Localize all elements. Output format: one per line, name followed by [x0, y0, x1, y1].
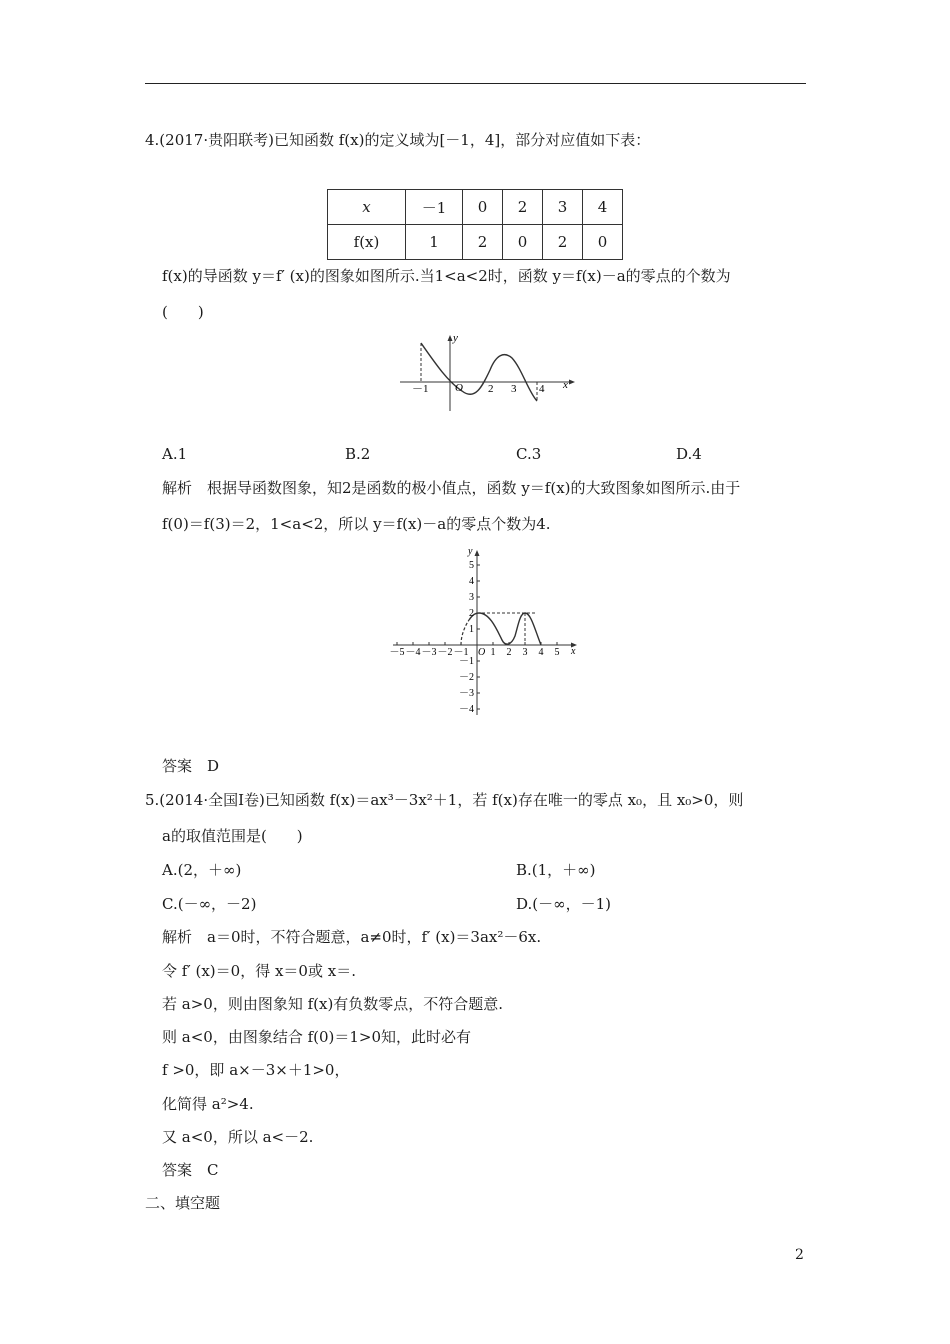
y-tick-label: 3: [469, 592, 474, 603]
tick-label: 3: [511, 383, 517, 395]
table-cell: 2: [503, 190, 543, 225]
q4-stem: 4.(2017·贵阳联考)已知函数 f(x)的定义域为[－1，4]，部分对应值如下表：: [145, 131, 651, 149]
x-tick-label: 4: [538, 647, 544, 658]
q4-option-a: A.1: [162, 445, 188, 463]
q5-answer: 答案 C: [162, 1161, 219, 1179]
x-tick-label: 5: [554, 647, 560, 658]
section-heading: 二、填空题: [145, 1194, 221, 1212]
x-tick-label: －3: [421, 647, 437, 658]
table-row: [328, 225, 623, 260]
q4-option-c: C.3: [516, 445, 542, 463]
table-cell: 3: [543, 190, 583, 225]
q5-analysis-line: 又 a<0，所以 a<－2.: [162, 1128, 314, 1146]
table-cell: 0: [583, 225, 623, 260]
x-tick-label: 1: [490, 647, 496, 658]
y-tick-label: －4: [459, 704, 474, 715]
table-cell: 0: [503, 225, 543, 260]
x-tick-label: －4: [405, 647, 421, 658]
x-axis-label: x: [571, 646, 576, 657]
q4-answer: 答案 D: [162, 757, 220, 775]
table-cell: 4: [583, 190, 623, 225]
y-tick-label: 5: [469, 560, 474, 571]
table-row: [328, 190, 623, 225]
y-tick-label: 4: [469, 576, 474, 587]
tick-label: 2: [488, 383, 494, 395]
x-axis-label: x: [563, 379, 568, 391]
origin-label: O: [478, 647, 486, 658]
q4-analysis-line: 解析 根据导函数图象，知2是函数的极小值点，函数 y＝f(x)的大致图象如图所示.由于: [162, 479, 741, 497]
x-tick-label: 3: [522, 647, 528, 658]
y-tick-label: 2: [469, 608, 474, 619]
q4-option-b: B.2: [345, 445, 371, 463]
y-axis-label: y: [453, 332, 458, 344]
y-tick-label: －2: [459, 672, 474, 683]
q4-analysis-line: f(0)＝f(3)＝2，1<a<2，所以 y＝f(x)－a的零点个数为4.: [162, 515, 551, 533]
function-sketch-graph: [385, 540, 585, 720]
y-axis-label: y: [468, 546, 473, 557]
origin-label: O: [455, 382, 463, 394]
page-number: 2: [795, 1247, 804, 1263]
table-cell: x: [328, 190, 406, 225]
q4-stem-continued: f(x)的导函数 y＝f′ (x)的图象如图所示.当1<a<2时，函数 y＝f(x)－a的零点的个数为: [162, 267, 731, 285]
q5-option-d: D.(－∞，－1): [516, 895, 612, 913]
value-table: [327, 189, 623, 260]
x-tick-label: 2: [506, 647, 512, 658]
q5-analysis-line: 令 f′ (x)＝0，得 x＝0或 x＝.: [162, 962, 356, 980]
table-cell: 0: [463, 190, 503, 225]
y-tick-label: －3: [459, 688, 474, 699]
q4-answer-paren: ( ): [162, 303, 204, 321]
x-tick-label: －1: [453, 647, 469, 658]
tick-label: 4: [539, 383, 545, 395]
table-cell: －1: [406, 190, 463, 225]
header-rule: [145, 83, 806, 84]
q4-option-d: D.4: [676, 445, 702, 463]
table-cell: 1: [406, 225, 463, 260]
q5-stem-continued: a的取值范围是( ): [162, 827, 303, 845]
q5-option-b: B.(1，＋∞): [516, 861, 596, 879]
table-cell: f(x): [328, 225, 406, 260]
q5-analysis-line: 则 a<0，由图象结合 f(0)＝1>0知，此时必有: [162, 1028, 472, 1046]
table-cell: 2: [543, 225, 583, 260]
y-tick-label: 1: [469, 624, 474, 635]
q5-analysis-line: 解析 a＝0时，不符合题意，a≠0时，f′ (x)＝3ax²－6x.: [162, 928, 542, 946]
q5-option-c: C.(－∞，－2): [162, 895, 257, 913]
derivative-graph: [390, 325, 585, 415]
table-cell: 2: [463, 225, 503, 260]
y-tick-label: －1: [459, 656, 474, 667]
q5-analysis-line: 化简得 a²>4.: [162, 1095, 254, 1113]
q5-analysis-line: f >0，即 a×－3×＋1>0，: [162, 1061, 350, 1079]
q5-analysis-line: 若 a>0，则由图象知 f(x)有负数零点，不符合题意.: [162, 995, 504, 1013]
tick-label: －1: [412, 383, 429, 395]
x-tick-label: －2: [437, 647, 453, 658]
q5-stem: 5.(2014·全国Ⅰ卷)已知函数 f(x)＝ax³－3x²＋1，若 f(x)存在唯一的零点 x₀，且 x₀>0，则: [145, 791, 744, 809]
q5-option-a: A.(2，＋∞): [162, 861, 242, 879]
x-tick-label: －5: [389, 647, 405, 658]
